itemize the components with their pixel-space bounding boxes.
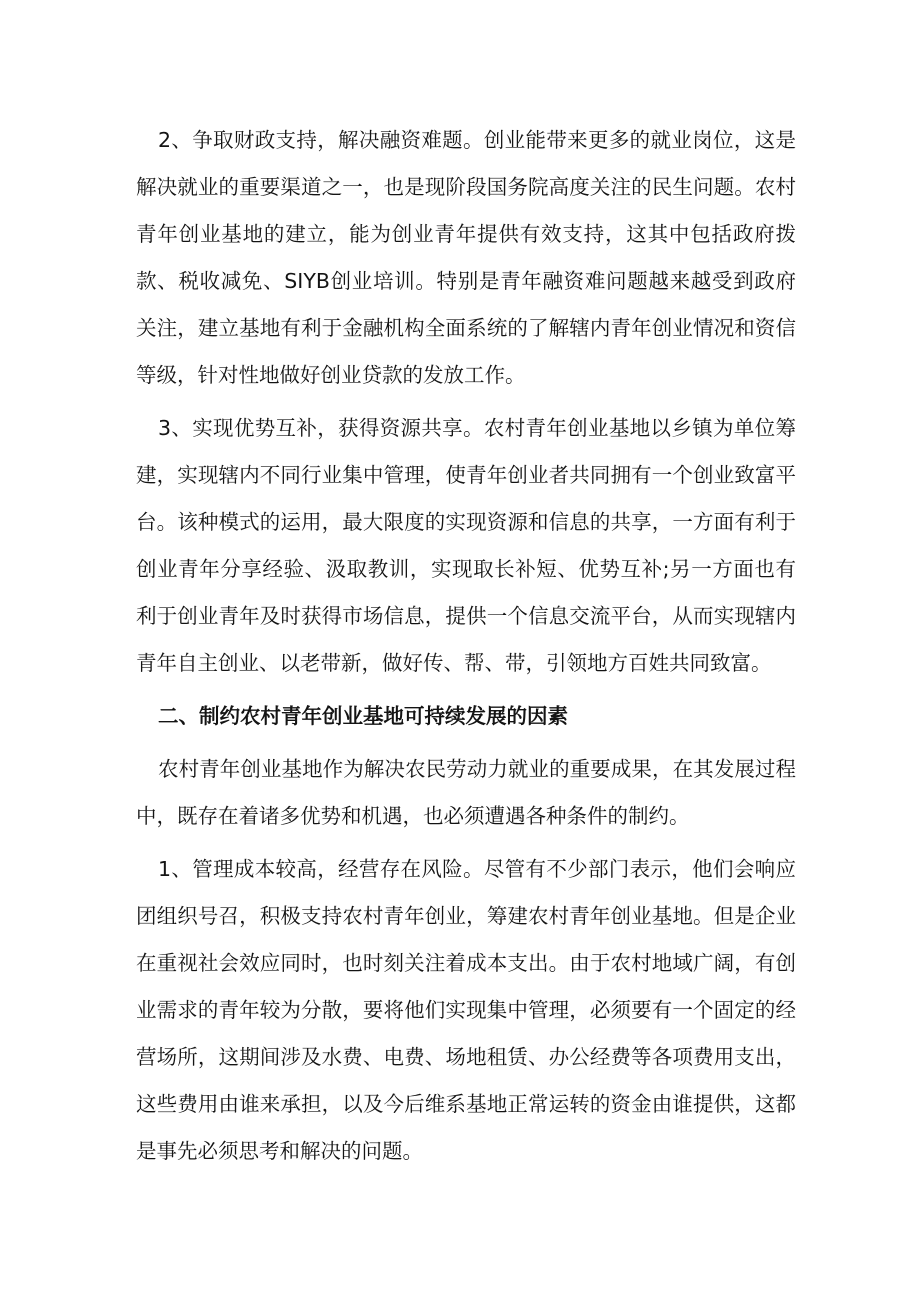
paragraph-constraints-intro: 农村青年创业基地作为解决农民劳动力就业的重要成果，在其发展过程中，既存在着诸多优势和机遇，也必须遭遇各种条件的制约。 <box>136 757 796 828</box>
section-heading-constraints: 二、制约农村青年创业基地可持续发展的因素 <box>158 704 568 728</box>
paragraph-resource-sharing: 3、实现优势互补，获得资源共享。农村青年创业基地以乡镇为单位筹建，实现辖内不同行业集中管理，使青年创业者共同拥有一个创业致富平台。该种模式的运用，最大限度的实现资源和信息的共享，一方面有利于创业青年分享经验、汲取教训，实现取长补短、优势互补;另一方面也有利于创业青年及时获得市场信息，提供一个信息交流平台，从而实现辖内青年自主创业、以老带新，做好传、帮、带，引领地方百姓共同致富。 <box>136 416 796 675</box>
paragraph-financial-support: 2、争取财政支持，解决融资难题。创业能带来更多的就业岗位，这是解决就业的重要渠道之一，也是现阶段国务院高度关注的民生问题。农村青年创业基地的建立，能为创业青年提供有效支持，这其中包括政府拨款、税收减免、SIYB创业培训。特别是青年融资难问题越来越受到政府关注，建立基地有利于金融机构全面系统的了解辖内青年创业情况和资信等级，针对性地做好创业贷款的发放工作。 <box>136 128 796 387</box>
paragraph-management-cost: 1、管理成本较高，经营存在风险。尽管有不少部门表示，他们会响应团组织号召，积极支持农村青年创业，筹建农村青年创业基地。但是企业在重视社会效应同时，也时刻关注着成本支出。由于农村地域广阔，有创业需求的青年较为分散，要将他们实现集中管理，必须要有一个固定的经营场所，这期间涉及水费、电费、场地租赁、办公经费等各项费用支出，这些费用由谁来承担，以及今后维系基地正常运转的资金由谁提供，这都是事先必须思考和解决的问题。 <box>136 857 796 1163</box>
document-body <box>136 117 796 1181</box>
